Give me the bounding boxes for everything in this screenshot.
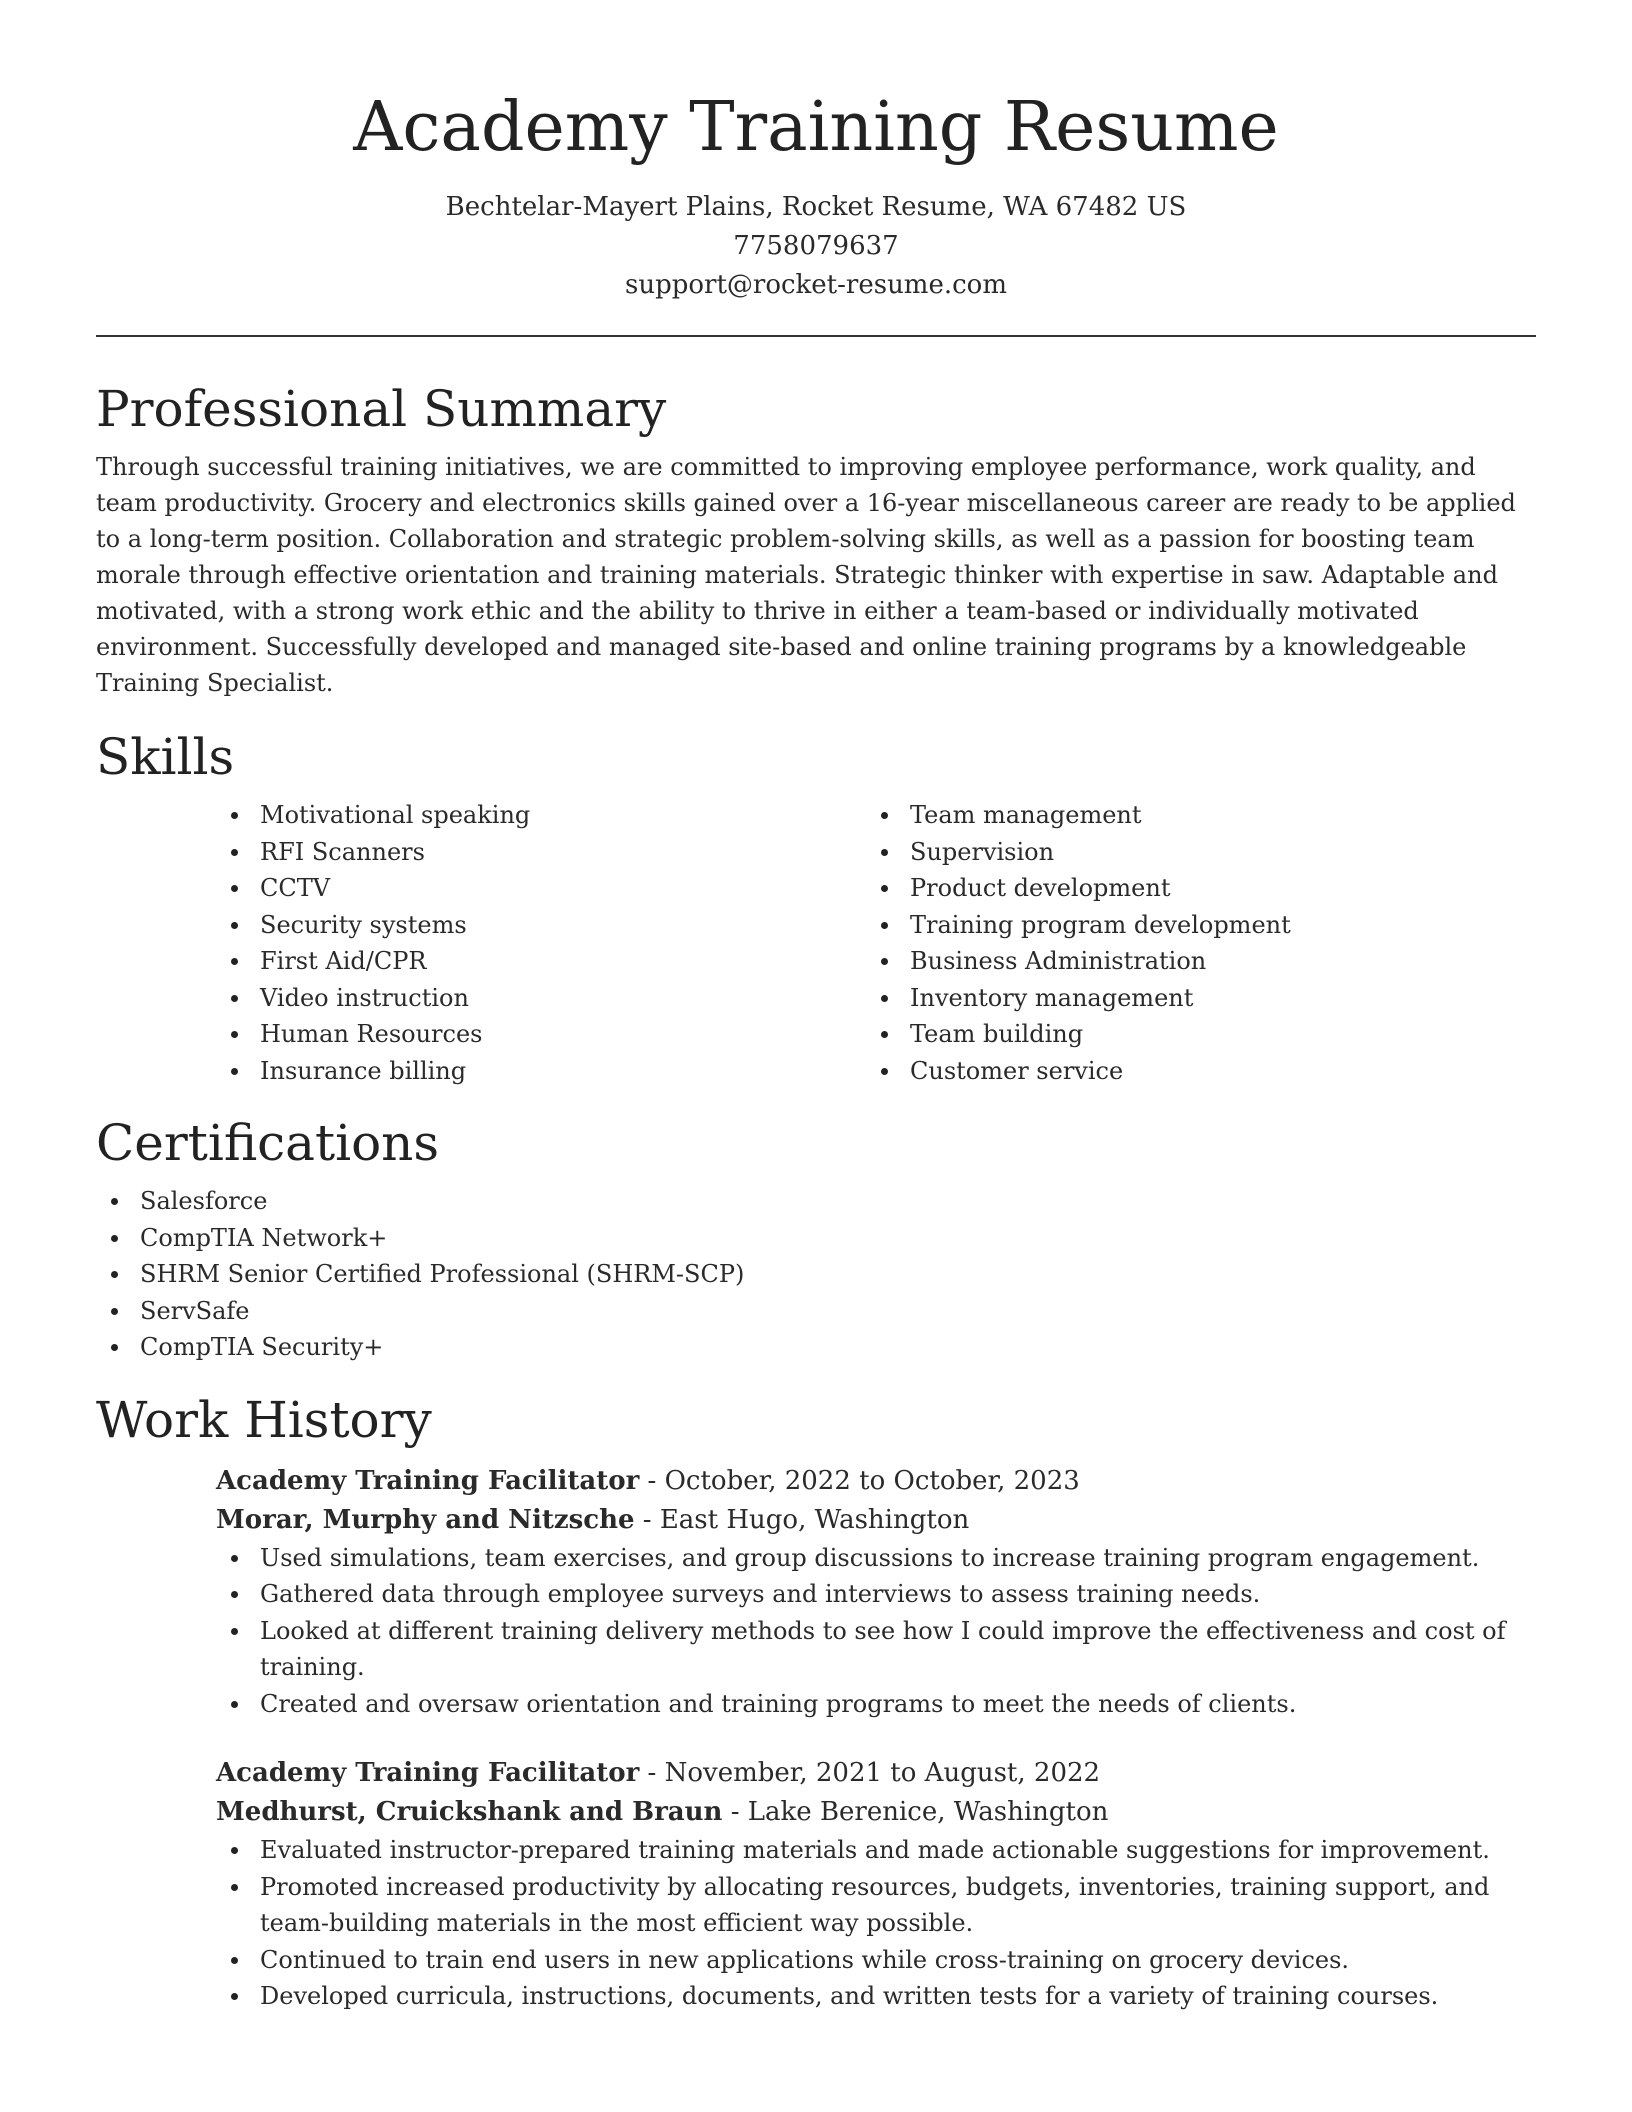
certification-item: ServSafe [96, 1293, 1536, 1330]
skill-item: Supervision [866, 834, 1506, 871]
job-bullet: Evaluated instructor-prepared training materials and made actionable suggestions for improvement. [216, 1832, 1536, 1869]
job-bullets [216, 1832, 1536, 2015]
skills-list-left [216, 797, 866, 1089]
skill-item: Video instruction [216, 980, 866, 1017]
job-bullet: Developed curricula, instructions, documents, and written tests for a variety of training courses. [216, 1978, 1536, 2015]
skill-item: Training program development [866, 907, 1506, 944]
contact-email: support@rocket-resume.com [624, 270, 1007, 300]
summary-section [96, 377, 1536, 701]
job-title-line [216, 1754, 1536, 1793]
job-bullets [216, 1540, 1536, 1723]
certification-item: Salesforce [96, 1183, 1536, 1220]
job-company-line [216, 1793, 1536, 1832]
skill-item: CCTV [216, 870, 866, 907]
job-bullet: Continued to train end users in new applications while cross-training on grocery devices. [216, 1942, 1536, 1979]
job-bullet: Looked at different training delivery methods to see how I could improve the effectiveness and cost of training. [216, 1613, 1536, 1686]
certification-item: CompTIA Network+ [96, 1220, 1536, 1257]
job-company-line [216, 1501, 1536, 1540]
certification-item: CompTIA Security+ [96, 1329, 1536, 1366]
work-history-heading: Work History [96, 1390, 432, 1449]
resume-header [96, 0, 1536, 305]
resume-title: Academy Training Resume [353, 88, 1279, 167]
job-company: Morar, Murphy and Nitzsche [216, 1504, 635, 1535]
skill-item: Motivational speaking [216, 797, 866, 834]
job-bullet: Created and oversaw orientation and training programs to meet the needs of clients. [216, 1686, 1536, 1723]
certifications-section [96, 1111, 1536, 1366]
resume-page [96, 0, 1536, 2015]
summary-heading: Professional Summary [96, 380, 667, 438]
job-title: Academy Training Facilitator [216, 1465, 640, 1496]
skill-item: Customer service [866, 1053, 1506, 1090]
skill-item: Team management [866, 797, 1506, 834]
job-title-line [216, 1462, 1536, 1501]
job-dates: - November, 2021 to August, 2022 [639, 1758, 1101, 1788]
skill-item: Team building [866, 1016, 1506, 1053]
skill-item: Inventory management [866, 980, 1506, 1017]
skills-section [96, 725, 1536, 1089]
header-divider [96, 335, 1536, 337]
skill-item: Product development [866, 870, 1506, 907]
job-bullet: Promoted increased productivity by allocating resources, budgets, inventories, training support, and team-building materials in the most efficient way possible. [216, 1869, 1536, 1942]
contact-phone: 7758079637 [733, 231, 899, 261]
skill-item: Security systems [216, 907, 866, 944]
skill-item: Business Administration [866, 943, 1506, 980]
skill-item: Insurance billing [216, 1053, 866, 1090]
certifications-heading: Certifications [96, 1114, 440, 1172]
job-company: Medhurst, Cruickshank and Braun [216, 1797, 723, 1827]
job-location: - East Hugo, Washington [634, 1504, 970, 1535]
summary-text: Through successful training initiatives, we are committed to improving employee performance, work quality, and team productivity. Grocery and electronics skills gained over a 16-year miscellaneous career are ready to be applied to a long-term position. Collaboration and strategic problem-solving skills, as well as a passion for boosting team morale through effective orientation and training materials. Strategic thinker with expertise in saw. Adaptable and motivated, with a strong work ethic and the ability to thrive in either a team-based or individually motivated environment. Successfully developed and managed site-based and online training programs by a knowledgeable Training Specialist. [96, 453, 1516, 697]
certifications-list [96, 1183, 1536, 1366]
skills-list-right [866, 797, 1506, 1089]
skill-item: First Aid/CPR [216, 943, 866, 980]
job-bullet: Gathered data through employee surveys and interviews to assess training needs. [216, 1576, 1536, 1613]
job-location: - Lake Berenice, Washington [722, 1797, 1109, 1827]
skill-item: RFI Scanners [216, 834, 866, 871]
job-title: Academy Training Facilitator [216, 1758, 640, 1788]
contact-address: Bechtelar-Mayert Plains, Rocket Resume, WA 67482 US [445, 192, 1187, 222]
work-history-section [96, 1388, 1536, 2015]
job-entry [216, 1754, 1536, 2015]
job-dates: - October, 2022 to October, 2023 [639, 1465, 1080, 1496]
skills-heading: Skills [96, 728, 235, 786]
job-entry [216, 1462, 1536, 1723]
skills-columns [216, 797, 1536, 1089]
job-bullet: Used simulations, team exercises, and group discussions to increase training program engagement. [216, 1540, 1536, 1577]
skill-item: Human Resources [216, 1016, 866, 1053]
certification-item: SHRM Senior Certified Professional (SHRM-SCP) [96, 1256, 1536, 1293]
